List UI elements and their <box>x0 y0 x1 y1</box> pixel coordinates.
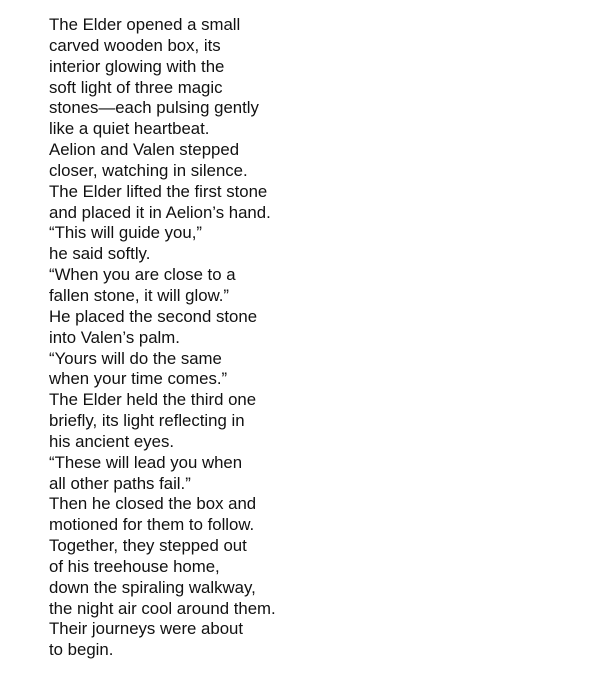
story-line: “When you are close to a <box>49 265 236 285</box>
story-line: when your time comes.” <box>49 369 228 389</box>
story-line: his ancient eyes. <box>49 431 174 451</box>
story-text <box>49 15 276 661</box>
story-line: and placed it in Aelion’s hand. <box>49 202 271 222</box>
story-line: He placed the second stone <box>49 306 258 326</box>
story-line: fallen stone, it will glow.” <box>49 285 230 305</box>
story-line: interior glowing with the <box>49 56 225 76</box>
story-line: all other paths fail.” <box>49 473 191 493</box>
story-line: briefly, its light reflecting in <box>49 411 245 431</box>
story-line: stones—each pulsing gently <box>49 98 259 118</box>
story-line: “Yours will do the same <box>49 348 222 368</box>
story-line: the night air cool around them. <box>49 598 276 618</box>
story-line: The Elder opened a small <box>49 15 241 34</box>
story-line: of his treehouse home, <box>49 556 220 576</box>
story-line: Aelion and Valen stepped <box>49 140 240 160</box>
story-line: “This will guide you,” <box>49 223 202 243</box>
story-line: Then he closed the box and <box>49 494 257 514</box>
story-line: closer, watching in silence. <box>49 160 248 180</box>
story-line: down the spiraling walkway, <box>49 577 256 597</box>
story-line: soft light of three magic <box>49 77 223 97</box>
story-line: like a quiet heartbeat. <box>49 119 210 139</box>
story-line: motioned for them to follow. <box>49 515 255 535</box>
story-line: to begin. <box>49 640 114 660</box>
story-line: Together, they stepped out <box>49 536 247 556</box>
story-line: Their journeys were about <box>49 619 244 639</box>
story-line: carved wooden box, its <box>49 35 221 55</box>
story-line: The Elder held the third one <box>49 390 257 410</box>
story-line: “These will lead you when <box>49 452 243 472</box>
story-line: The Elder lifted the first stone <box>49 181 268 201</box>
story-line: he said softly. <box>49 244 151 264</box>
story-line: into Valen’s palm. <box>49 327 180 347</box>
